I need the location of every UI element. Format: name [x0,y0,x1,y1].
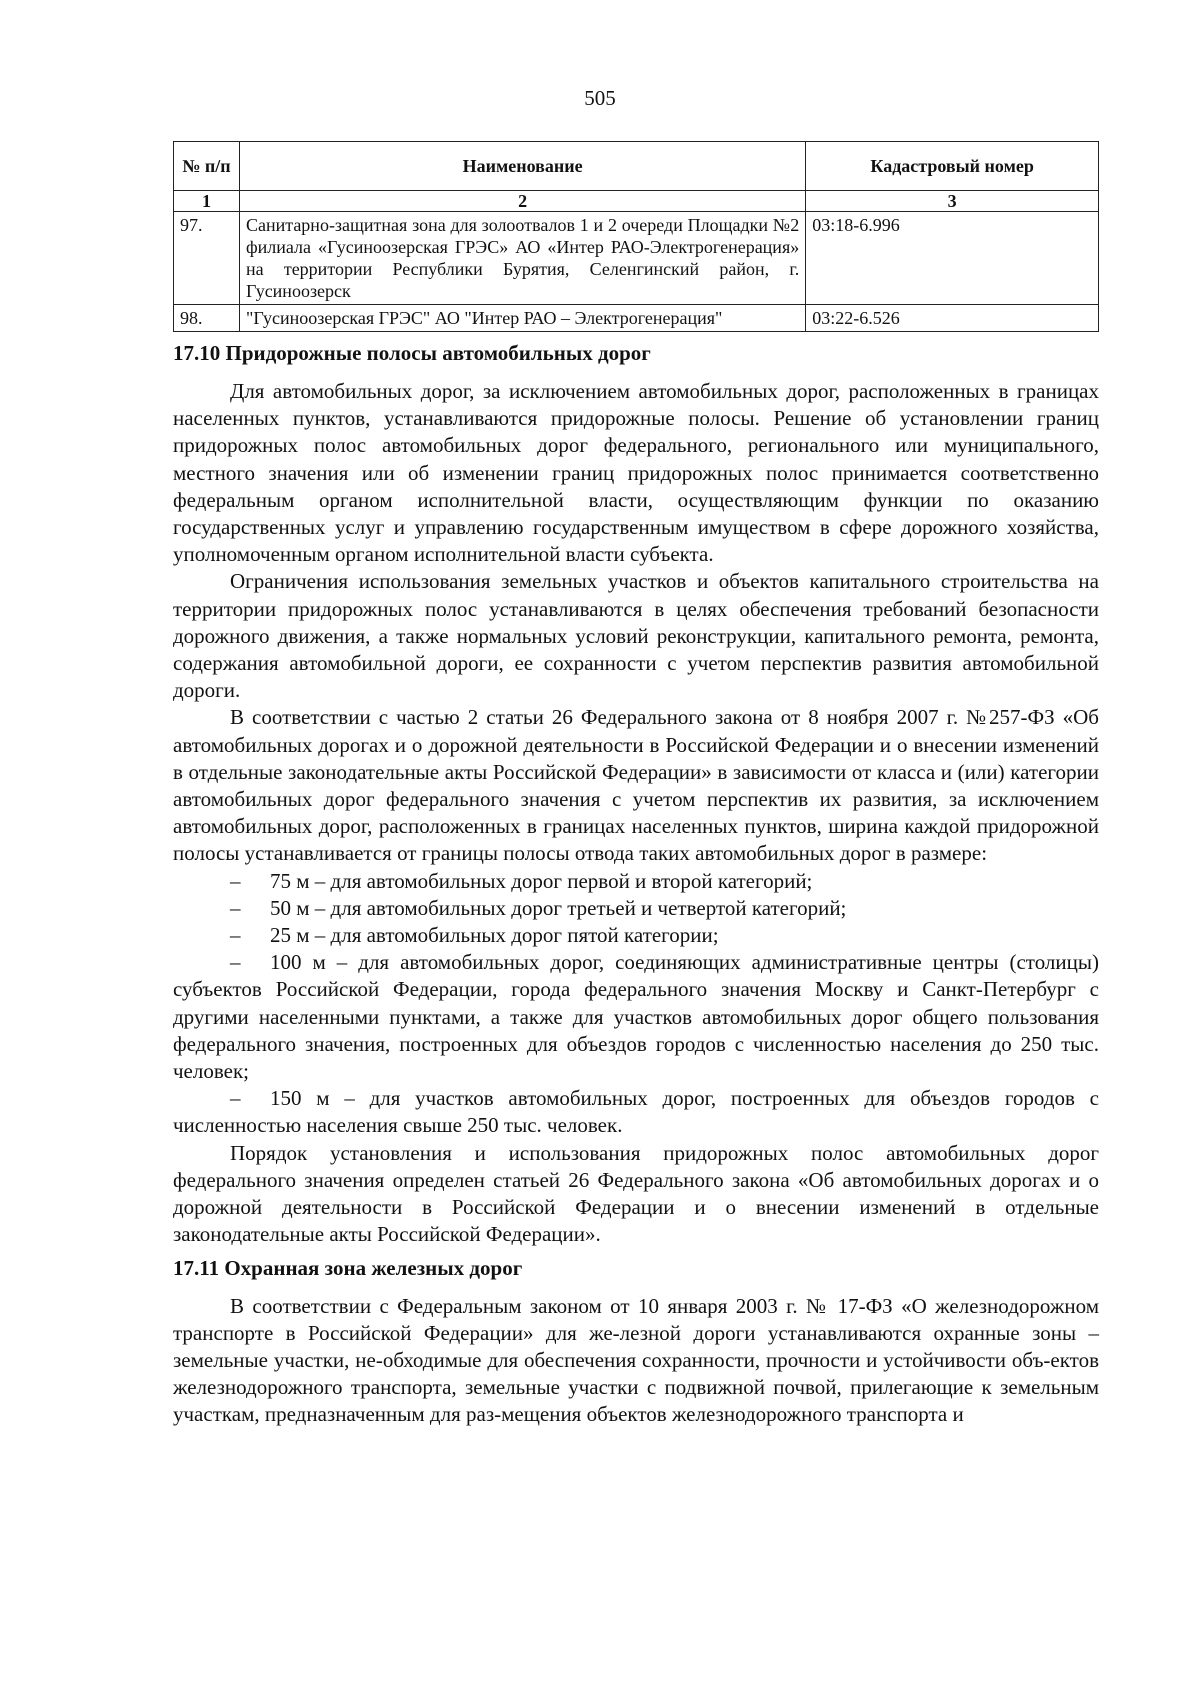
cadastral-table [173,141,1099,332]
list-item [173,868,1099,895]
document-body [173,340,1099,1429]
list-item-text: 75 м – для автомобильных дорог первой и второй категорий; [270,868,813,893]
paragraph: В соответствии с Федеральным законом от 10 января 2003 г. № 17-ФЗ «О железнодорожном транспорте в Российской Федерации» для же-лезной дороги устанавливаются охранные зоны – земельные участки, не-обходимые для обеспечения сохранности, прочности и устойчивости объ-ектов железнодорожного транспорта, земельные участки с подвижной почвой, прилегающие к земельным участкам, предназначенным для раз-мещения объектов железнодорожного транспорта и [173,1293,1099,1427]
table-header-row [174,142,1099,191]
dash-marker: – [230,1086,241,1111]
list-item [173,1085,1099,1139]
row-cadastral-number: 03:18-6.996 [806,212,1099,305]
table-column-numbers-row [174,191,1099,212]
row-cadastral-number: 03:22-6.526 [806,305,1099,332]
paragraph: Для автомобильных дорог, за исключением автомобильных дорог, расположенных в границах населенных пунктов, устанавливаются придорожные полосы. Решение об установлении границ придорожных полос автомобильных дорог федерального, регионального или муниципального, местного значения или об изменении границ придорожных полос принимается соответственно федеральным органом исполнительной власти, осуществляющим функции по оказанию государственных услуг и управлению государственным имуществом в сфере дорожного хозяйства, уполномоченным органом исполнительной власти субъекта. [173,379,1099,567]
row-name: "Гусиноозерская ГРЭС" АО "Интер РАО – Электрогенерация" [239,305,805,332]
row-name: Санитарно-защитная зона для золоотвалов 1 и 2 очереди Площадки №2 филиала «Гусиноозерская ГРЭС» АО «Интер РАО-Электрогенерация» на территории Республики Бурятия, Селенгинский район, г. Гусиноозерск [239,212,805,305]
dash-marker: – [230,868,241,893]
list-item [173,895,1099,922]
header-number: № п/п [174,142,240,191]
header-name: Наименование [239,142,805,191]
row-number: 98. [174,305,240,332]
list-item [173,922,1099,949]
roadside-width-list [173,868,1099,1140]
list-item-text: 150 м – для участков автомобильных дорог, построенных для объездов городов с численностью населения свыше 250 тыс. человек. [173,1086,1099,1138]
column-number-2: 2 [239,191,805,212]
dash-marker: – [230,895,241,920]
column-number-1: 1 [174,191,240,212]
list-item-text: 25 м – для автомобильных дорог пятой категории; [270,923,719,948]
row-number: 97. [174,212,240,305]
table-row [174,305,1099,332]
header-cadastral: Кадастровый номер [806,142,1099,191]
dash-marker: – [230,923,241,948]
section-heading-17-11: 17.11 Охранная зона железных дорог [173,1255,523,1280]
table-row [174,212,1099,305]
column-number-3: 3 [806,191,1099,212]
paragraph: Порядок установления и использования придорожных полос автомобильных дорог федерального значения определен статьей 26 Федерального закона «Об автомобильных дорогах и о дорожной деятельности в Российской Федерации и о внесении изменений в отдельные законодательные акты Российской Федерации». [173,1140,1099,1247]
list-item [173,949,1099,1085]
paragraph: Ограничения использования земельных участков и объектов капитального строительства на территории придорожных полос устанавливаются в целях обеспечения требований безопасности дорожного движения, а также нормальных условий реконструкции, капитального ремонта, ремонта, содержания автомобильной дороги, ее сохранности с учетом перспектив развития автомобильной дороги. [173,569,1099,703]
dash-marker: – [230,950,241,975]
section-heading-17-10: 17.10 Придорожные полосы автомобильных дорог [173,341,651,365]
page-number: 505 [584,86,616,110]
paragraph: В соответствии с частью 2 статьи 26 Федерального закона от 8 ноября 2007 г. №257-ФЗ «Об автомобильных дорогах и о дорожной деятельности в Российской Федерации и о внесении изменений в отдельные законодательные акты Российской Федерации» в зависимости от класса и (или) категории автомобильных дорог федерального значения с учетом перспектив их развития, за исключением автомобильных дорог, расположенных в границах населенных пунктов, ширина каждой придорожной полосы устанавливается от границы полосы отвода таких автомобильных дорог в размере: [173,705,1099,866]
list-item-text: 50 м – для автомобильных дорог третьей и четвертой категорий; [270,895,847,920]
list-item-text: 100 м – для автомобильных дорог, соединяющих административные центры (столицы) субъектов Российской Федерации, города федерального значения Москву и Санкт-Петербург с другими населенными пунктами, а также для участков автомобильных дорог общего пользования федерального значения, построенных для объездов городов с численностью населения до 250 тыс. человек; [173,950,1099,1084]
